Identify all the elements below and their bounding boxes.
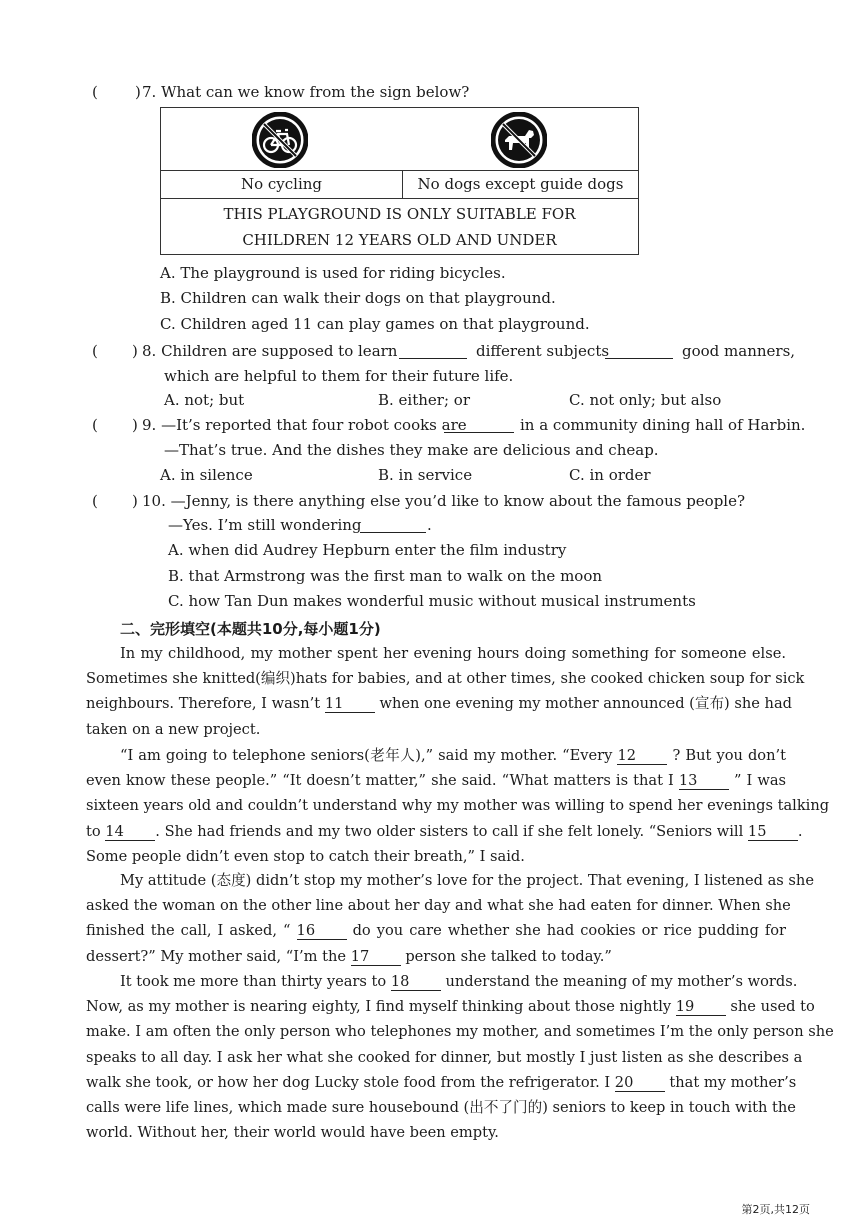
answer-paren-open: (	[92, 342, 98, 360]
question-10-stem: 10. —Jenny, is there anything else you’d like to know about the famous people?	[142, 492, 746, 510]
passage-text: world. Without her, their world would have been empty.	[86, 1124, 499, 1142]
answer-paren-close: )	[132, 416, 138, 434]
option-a: A. The playground is used for riding bicycles.	[160, 264, 506, 282]
no-cycling-icon	[252, 112, 308, 168]
passage-text: It took me more than thirty years to	[120, 973, 391, 990]
option-c: C. not only; but also	[569, 391, 722, 409]
answer-paren-close: )	[135, 83, 141, 101]
passage-line	[86, 768, 786, 793]
question-8-stem-line2: which are helpful to them for their future life.	[164, 367, 514, 385]
sign-label-no-cycling: No cycling	[240, 175, 323, 193]
answer-blank[interactable]	[444, 418, 514, 433]
passage-text: person she talked to today.”	[400, 947, 612, 965]
sign-icon-row	[161, 108, 638, 171]
answer-paren-open: (	[92, 492, 98, 510]
question-10-stem-line2: —Yes. I’m still wondering	[168, 516, 362, 534]
passage-line	[86, 666, 805, 691]
answer-paren-open: (	[92, 83, 98, 101]
cloze-blank-13[interactable]: 13	[679, 773, 729, 790]
option-c: C. Children aged 11 can play games on that playground.	[160, 315, 590, 333]
passage-text: sixteen years old and couldn’t understand why my mother was willing to spend her evenings talking	[86, 797, 830, 815]
passage-text: when one evening my mother announced (宣布) she had	[374, 695, 792, 713]
sign-rule-line-2: CHILDREN 12 YEARS OLD AND UNDER	[242, 231, 557, 249]
cloze-blank-15[interactable]: 15	[748, 824, 798, 841]
passage-text: ” I was	[728, 772, 787, 790]
passage-text: My attitude (态度) didn’t stop my mother’s love for the project. That evening, I listened as she	[120, 872, 814, 889]
passage-line	[86, 691, 792, 716]
passage-line	[86, 994, 815, 1019]
option-b: B. either; or	[378, 391, 470, 409]
option-b: B. that Armstrong was the first man to walk on the moon	[168, 567, 603, 585]
passage-paragraph-3	[86, 868, 814, 969]
option-a: A. not; but	[164, 391, 245, 409]
cloze-blank-12[interactable]: 12	[617, 748, 667, 765]
sign-label-no-dogs: No dogs except guide dogs	[417, 175, 624, 193]
sign-rule-line-1: THIS PLAYGROUND IS ONLY SUITABLE FOR	[223, 205, 576, 223]
passage-text: ? But you don’t	[667, 747, 786, 764]
option-b: B. in service	[378, 466, 473, 484]
option-c: C. how Tan Dun makes wonderful music without musical instruments	[168, 592, 696, 610]
passage-text: speaks to all day. I ask her what she cooked for dinner, but mostly I just listen as she describes a	[86, 1048, 803, 1066]
option-b: B. Children can walk their dogs on that playground.	[160, 289, 556, 307]
passage-line	[86, 1045, 803, 1070]
passage-line	[86, 641, 786, 666]
passage-text: walk she took, or how her dog Lucky stole food from the refrigerator. I	[86, 1073, 615, 1091]
cloze-blank-20[interactable]: 20	[615, 1075, 665, 1092]
passage-text: calls were life lines, which made sure housebound (出不了门的) seniors to keep in touch with the	[86, 1099, 796, 1117]
passage-line	[86, 1070, 797, 1095]
answer-paren-close: )	[132, 492, 138, 510]
option-a: A. in silence	[160, 466, 253, 484]
question-10-stem-end: .	[427, 516, 432, 534]
page-number: 第2页,共12页	[741, 1203, 810, 1216]
question-9-stem-part2: in a community dining hall of Harbin.	[520, 416, 806, 434]
cloze-blank-16[interactable]: 16	[297, 923, 347, 940]
passage-text: to	[86, 822, 106, 840]
passage-text: .	[797, 822, 803, 840]
passage-line	[86, 793, 830, 818]
passage-line	[86, 844, 786, 869]
question-8-stem-part3: good manners,	[682, 342, 796, 360]
passage-text: that my mother’s	[664, 1073, 797, 1091]
question-9-stem-line2: —That’s true. And the dishes they make are delicious and cheap.	[164, 441, 659, 459]
passage-text: Some people didn’t even stop to catch their breath,” I said.	[86, 847, 525, 865]
passage-text: In my childhood, my mother spent her evening hours doing something for someone else.	[120, 645, 786, 662]
passage-line	[86, 1019, 834, 1044]
no-dogs-icon	[491, 112, 547, 168]
passage-text: Sometimes she knitted(编织)hats for babies, and at other times, she cooked chicken soup for sick	[86, 670, 805, 688]
answer-blank[interactable]	[605, 344, 673, 359]
passage-line	[86, 1120, 786, 1145]
answer-paren-close: )	[132, 342, 138, 360]
passage-text: do you care whether she had cookies or rice pudding for	[346, 922, 787, 940]
question-9-stem-part1: 9. —It’s reported that four robot cooks are	[142, 416, 467, 434]
passage-line	[86, 717, 786, 742]
passage-text: taken on a new project.	[86, 720, 261, 738]
cloze-blank-18[interactable]: 18	[391, 974, 441, 991]
option-a: A. when did Audrey Hepburn enter the film industry	[168, 541, 567, 559]
answer-paren-open: (	[92, 416, 98, 434]
section-title: 二、完形填空(本题共10分,每小题1分)	[120, 620, 381, 638]
cloze-blank-19[interactable]: 19	[676, 999, 726, 1016]
passage-line	[86, 944, 786, 969]
passage-line	[86, 819, 803, 844]
passage-text: asked the woman on the other line about her day and what she had eaten for dinner. When she	[86, 897, 791, 915]
passage-text: she used to	[725, 998, 815, 1016]
answer-blank[interactable]	[399, 344, 467, 359]
cloze-blank-14[interactable]: 14	[105, 824, 155, 841]
passage-line	[86, 893, 791, 918]
passage-line	[86, 918, 786, 943]
passage-text: Now, as my mother is nearing eighty, I find myself thinking about those nightly	[86, 998, 676, 1016]
question-7-stem: 7. What can we know from the sign below?	[142, 83, 470, 101]
cloze-blank-11[interactable]: 11	[325, 696, 375, 713]
question-8-stem-part1: 8. Children are supposed to learn	[142, 342, 398, 360]
cloze-blank-17[interactable]: 17	[351, 949, 401, 966]
passage-paragraph-4	[86, 969, 834, 1145]
passage-text: make. I am often the only person who telephones my mother, and sometimes I’m the only person she	[86, 1023, 834, 1041]
passage-text: . She had friends and my two older sisters to call if she felt lonely. “Seniors will	[155, 822, 748, 840]
sign-table	[160, 107, 639, 255]
option-c: C. in order	[569, 466, 651, 484]
passage-text: neighbours. Therefore, I wasn’t	[86, 695, 325, 713]
passage-paragraph-1	[86, 641, 805, 742]
passage-text: dessert?” My mother said, “I’m the	[86, 947, 351, 965]
question-8-stem-part2: different subjects	[476, 342, 610, 360]
passage-text: “I am going to telephone seniors(老年人),” said my mother. “Every	[120, 747, 618, 764]
passage-line	[86, 969, 798, 994]
passage-paragraph-2	[86, 743, 830, 869]
passage-text: finished the call, I asked, “	[86, 922, 297, 940]
passage-line	[86, 868, 814, 893]
passage-line	[86, 1095, 796, 1120]
passage-line	[86, 743, 786, 768]
passage-text: understand the meaning of my mother’s words.	[440, 973, 798, 990]
answer-blank[interactable]	[360, 518, 426, 533]
passage-text: even know these people.” “It doesn’t matter,” she said. “What matters is that I	[86, 772, 679, 790]
